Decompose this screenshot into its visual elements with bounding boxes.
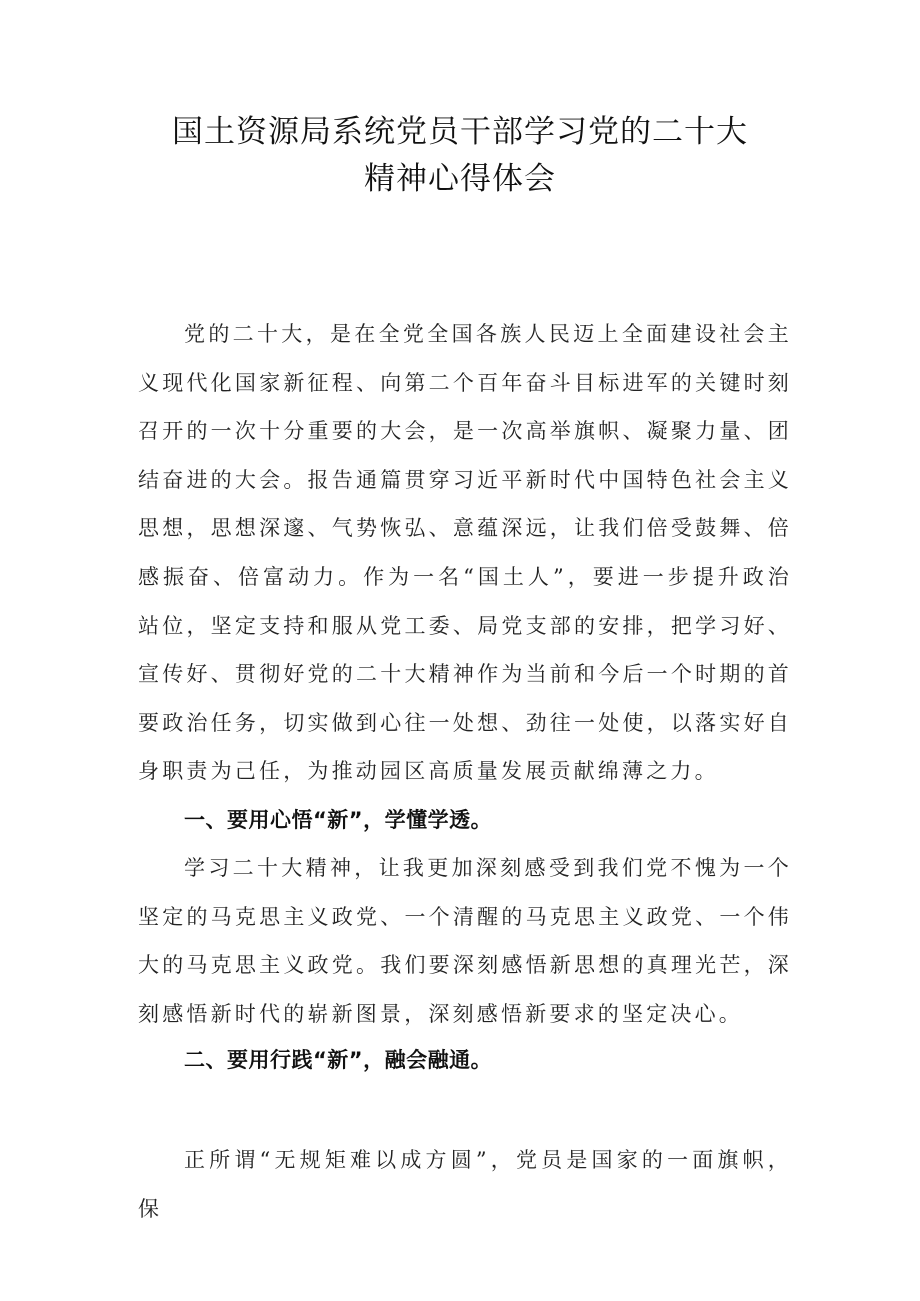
document-title-line-2: 精神心得体会 [364,161,556,197]
body-paragraph-3: 正所谓“无规矩难以成方圆”，党员是国家的一面旗帜，保 [138,1148,792,1221]
section-heading-1: 一、要用心悟“新”，学懂学透。 [184,808,493,832]
body-paragraph-2: 学习二十大精神，让我更加深刻感受到我们党不愧为一个坚定的马克思主义政党、一个清醒的马克思主义政党、一个伟大的马克思主义政党。我们要深刻感悟新思想的真理光芒，深刻感悟新时代的崭新图景，深刻感悟新要求的坚定决心。 [138,856,792,1026]
document-title-line-1: 国土资源局系统党员干部学习党的二十大 [172,114,748,150]
body-paragraph-1: 党的二十大，是在全党全国各族人民迈上全面建设社会主义现代化国家新征程、向第二个百年奋斗目标进军的关键时刻召开的一次十分重要的大会，是一次高举旗帜、凝聚力量、团结奋进的大会。报告通篇贯穿习近平新时代中国特色社会主义思想，思想深邃、气势恢弘、意蕴深远，让我们倍受鼓舞、倍感振奋、倍富动力。作为一名“国土人”，要进一步提升政治站位，坚定支持和服从党工委、局党支部的安排，把学习好、宣传好、贯彻好党的二十大精神作为当前和今后一个时期的首要政治任务，切实做到心往一处想、劲往一处使，以落实好自身职责为己任，为推动园区高质量发展贡献绵薄之力。 [138,322,792,784]
section-heading-2: 二、要用行践“新”，融会融通。 [184,1048,493,1072]
